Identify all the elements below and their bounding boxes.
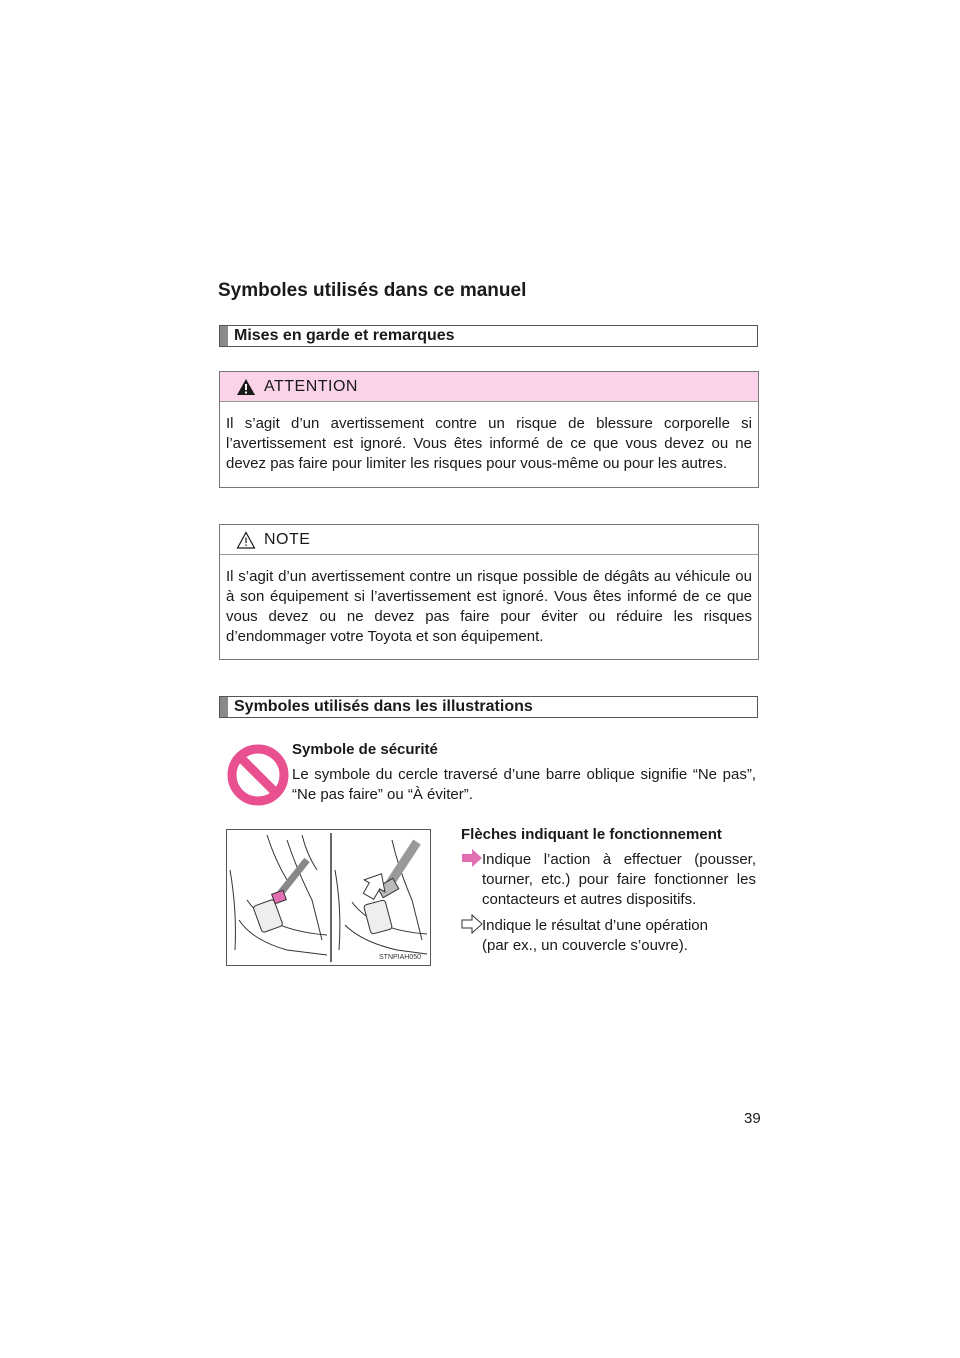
attention-text: Il s’agit d’un avertissement contre un risque de blessure corporelle si l’avertissement est ignoré. Vous êtes informé de ce que vous devez ou ne devez pas faire pour limiter les risques pour vous-même ou pour les autres. — [226, 415, 752, 472]
action-arrow-text: Indique l’action à effectuer (pousser, tourner, etc.) pour faire fonctionner les contacteurs et autres dispositifs. — [482, 851, 756, 908]
section-header-illustrations — [219, 696, 758, 718]
page-number: 39 — [744, 1110, 761, 1127]
warning-triangle-icon — [236, 378, 256, 396]
section-bar — [220, 326, 228, 346]
action-arrow-icon — [461, 848, 483, 868]
section-bar — [220, 697, 228, 717]
seatbelt-drawing — [227, 830, 431, 966]
result-arrow-text-line2: (par ex., un couvercle s’ouvre). — [482, 937, 688, 954]
page-title: Symboles utilisés dans ce manuel — [218, 280, 527, 301]
figure-code: STNPIAH050 — [379, 954, 422, 961]
attention-label: ATTENTION — [264, 377, 358, 395]
caution-triangle-icon — [236, 531, 256, 549]
attention-header — [220, 372, 758, 402]
section-header-warnings — [219, 325, 758, 347]
note-text: Il s’agit d’un avertissement contre un risque possible de dégâts au véhicule ou à son équipement si l’avertissement est ignoré. Vous êtes informé de ce que vous devez ou ne devez pas faire pour éviter ou réduire les risques d’endommager votre Toyota et son équipement. — [226, 568, 752, 645]
result-arrow-icon — [461, 914, 483, 934]
note-header — [220, 525, 758, 555]
safety-symbol-text: Le symbole du cercle traversé d’une barre oblique signifie “Ne pas”, “Ne pas faire” ou “À éviter”. — [292, 766, 756, 803]
safety-symbol-title: Symbole de sécurité — [292, 741, 438, 758]
note-box — [219, 524, 759, 660]
seatbelt-illustration — [226, 829, 431, 966]
prohibition-icon — [226, 743, 290, 807]
arrows-title: Flèches indiquant le fonctionnement — [461, 826, 722, 843]
result-arrow-text-line1: Indique le résultat d’une opération — [482, 917, 708, 934]
section-title: Symboles utilisés dans les illustrations — [234, 698, 533, 715]
attention-box — [219, 371, 759, 488]
section-title: Mises en garde et remarques — [234, 327, 455, 344]
note-label: NOTE — [264, 530, 311, 548]
